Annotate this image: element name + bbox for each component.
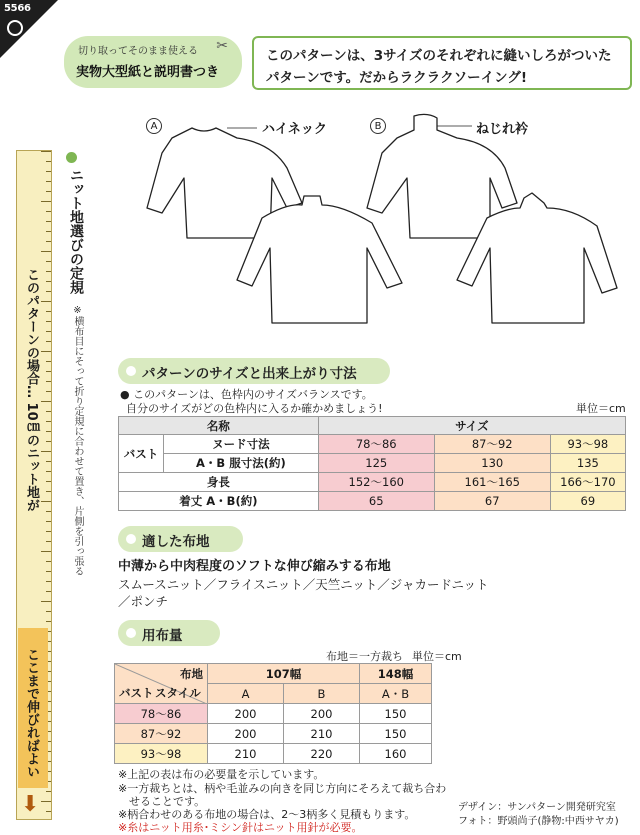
ruler-tick — [46, 381, 51, 382]
style-a-marker: A — [146, 118, 162, 134]
ruler-tick — [41, 151, 51, 152]
ruler-tick — [46, 611, 51, 612]
ruler-tick — [41, 301, 51, 302]
size-note-1: ● このパターンは、色枠内のサイズバランスです。 — [120, 388, 373, 401]
ruler-tick — [46, 211, 51, 212]
fabric-section-header — [118, 526, 243, 552]
fabric-list-1: スムースニット／フライスニット／天竺ニット／ジャカードニット — [118, 577, 489, 592]
ruler-tick — [46, 431, 51, 432]
bullet-icon — [66, 152, 77, 163]
ruler-note: ※横布目にそって折り定規に合わせて置き、片側を引っ張る — [72, 305, 83, 576]
yardage-section-title: 用布量 — [142, 628, 183, 644]
ruler-tick — [46, 441, 51, 442]
yardage-note-3: せることです。 — [118, 795, 206, 808]
badge-line1: 切り取ってそのまま使える — [78, 46, 198, 57]
ruler-tick — [46, 241, 51, 242]
credit-design: デザイン：サンパターン開発研究室 — [458, 802, 616, 813]
ruler-tick — [46, 341, 51, 342]
size-table — [118, 416, 626, 511]
ruler-tick — [46, 321, 51, 322]
ruler-tick — [46, 571, 51, 572]
ruler-label-2: ここまで伸びればよい — [24, 648, 39, 778]
fabric-lead: 中薄から中肉程度のソフトな伸び縮みする布地 — [118, 559, 391, 574]
scissors-icon: ✂ — [216, 38, 228, 54]
garment-illustrations — [112, 108, 632, 336]
ruler-tick — [41, 401, 51, 402]
ruler-tick — [41, 451, 51, 452]
ring-icon — [7, 20, 23, 36]
yardage-note-4: ※柄合わせのある布地の場合は、2〜3柄多く見積もります。 — [118, 808, 416, 821]
ruler-tick — [46, 811, 51, 812]
table-row: A・B 服寸法(約) 125 130 135 — [119, 454, 626, 473]
ruler-label-1: このパターンの場合… 10㎝のニット地が — [24, 268, 39, 512]
table-row: 87〜92 200 210 150 — [115, 724, 432, 744]
ruler-tick — [41, 551, 51, 552]
credit-photo: フォト：野頭尚子(静物:中西サヤカ) — [458, 816, 619, 827]
style-b-label: ねじれ衿 — [476, 122, 529, 137]
fabric-section-title: 適した布地 — [142, 534, 210, 550]
fabric-list-2: ／ポンチ — [118, 594, 169, 609]
headline-box — [252, 36, 632, 90]
ruler-tick — [46, 471, 51, 472]
arrow-down-icon: ⬇ — [21, 792, 40, 817]
yardage-unit: 単位＝cm — [412, 650, 462, 663]
ruler-tick — [46, 421, 51, 422]
ruler-tick — [41, 501, 51, 502]
ruler-tick — [41, 601, 51, 602]
table-row: 93〜98 210 220 160 — [115, 744, 432, 764]
table-row: 身長 152〜160 161〜165 166〜170 — [119, 473, 626, 492]
ruler-tick — [41, 351, 51, 352]
ruler-tick — [46, 231, 51, 232]
ruler-tick — [46, 531, 51, 532]
table-row: バスト ヌード寸法 78〜86 87〜92 93〜98 — [119, 435, 626, 454]
ruler-tick — [46, 491, 51, 492]
feature-badge — [64, 36, 242, 88]
ruler-tick — [46, 331, 51, 332]
yardage-table: 布地 バスト スタイル 107幅 148幅 A B A・B 78〜86 200 200 150 87〜92 200 210 150 93〜98 210 220 160 — [114, 663, 432, 764]
ruler-tick — [46, 291, 51, 292]
ruler-tick — [41, 251, 51, 252]
ruler-tick — [46, 581, 51, 582]
ruler-tick — [46, 261, 51, 262]
yardage-section-header — [118, 620, 220, 646]
ruler-tick — [46, 411, 51, 412]
size-note-2: 自分のサイズがどの色枠内に入るか確かめましょう! — [126, 402, 383, 415]
ruler-tick — [46, 621, 51, 622]
ruler-title: ニット地選びの定規 — [68, 168, 84, 294]
size-section-header — [118, 358, 390, 384]
ruler-tick — [46, 371, 51, 372]
cloth-note: 布地＝一方裁ち — [326, 650, 403, 663]
ruler-tick — [46, 561, 51, 562]
style-a-label: ハイネック — [262, 122, 327, 137]
ruler-tick — [41, 801, 51, 802]
yardage-corner-cell: 布地 バスト スタイル — [115, 664, 208, 704]
size-unit: 単位＝cm — [576, 402, 626, 415]
ruler-tick — [46, 591, 51, 592]
yardage-note-1: ※上記の表は布の必要量を示しています。 — [118, 768, 325, 781]
headline-line1: このパターンは、3サイズのそれぞれに縫いしろがついた — [266, 48, 612, 64]
table-row: 着丈 A・B(約) 65 67 69 — [119, 492, 626, 511]
ruler-tick — [46, 271, 51, 272]
ruler-tick — [46, 461, 51, 462]
table-row: 78〜86 200 200 150 — [115, 704, 432, 724]
ruler-tick — [46, 181, 51, 182]
yardage-note-2: ※一方裁ちとは、柄や毛並みの向きを同じ方向にそろえて裁ち合わ — [118, 782, 447, 795]
ruler-tick — [46, 361, 51, 362]
size-table-header-size: サイズ — [318, 417, 625, 435]
ruler-tick — [46, 481, 51, 482]
badge-line2: 実物大型紙と説明書つき — [76, 65, 220, 80]
yardage-note-5: ※糸はニット用糸･ミシン針はニット用針が必要。 — [118, 821, 363, 834]
size-section-title: パターンのサイズと出来上がり寸法 — [142, 366, 357, 382]
ruler-tick — [46, 221, 51, 222]
ruler-tick — [46, 521, 51, 522]
ruler-tick — [46, 311, 51, 312]
ruler-tick — [46, 511, 51, 512]
pattern-code: 5566 — [4, 3, 31, 14]
ruler-tick — [46, 791, 51, 792]
ruler-tick — [46, 281, 51, 282]
ruler-tick — [46, 391, 51, 392]
ruler-tick — [46, 191, 51, 192]
ruler-tick — [41, 201, 51, 202]
headline-line2: パターンです。だからラクラクソーイング! — [266, 70, 528, 86]
ruler-tick — [46, 161, 51, 162]
ruler-tick — [46, 541, 51, 542]
size-table-header-name: 名称 — [119, 417, 319, 435]
ruler-tick — [46, 171, 51, 172]
style-b-marker: B — [370, 118, 386, 134]
